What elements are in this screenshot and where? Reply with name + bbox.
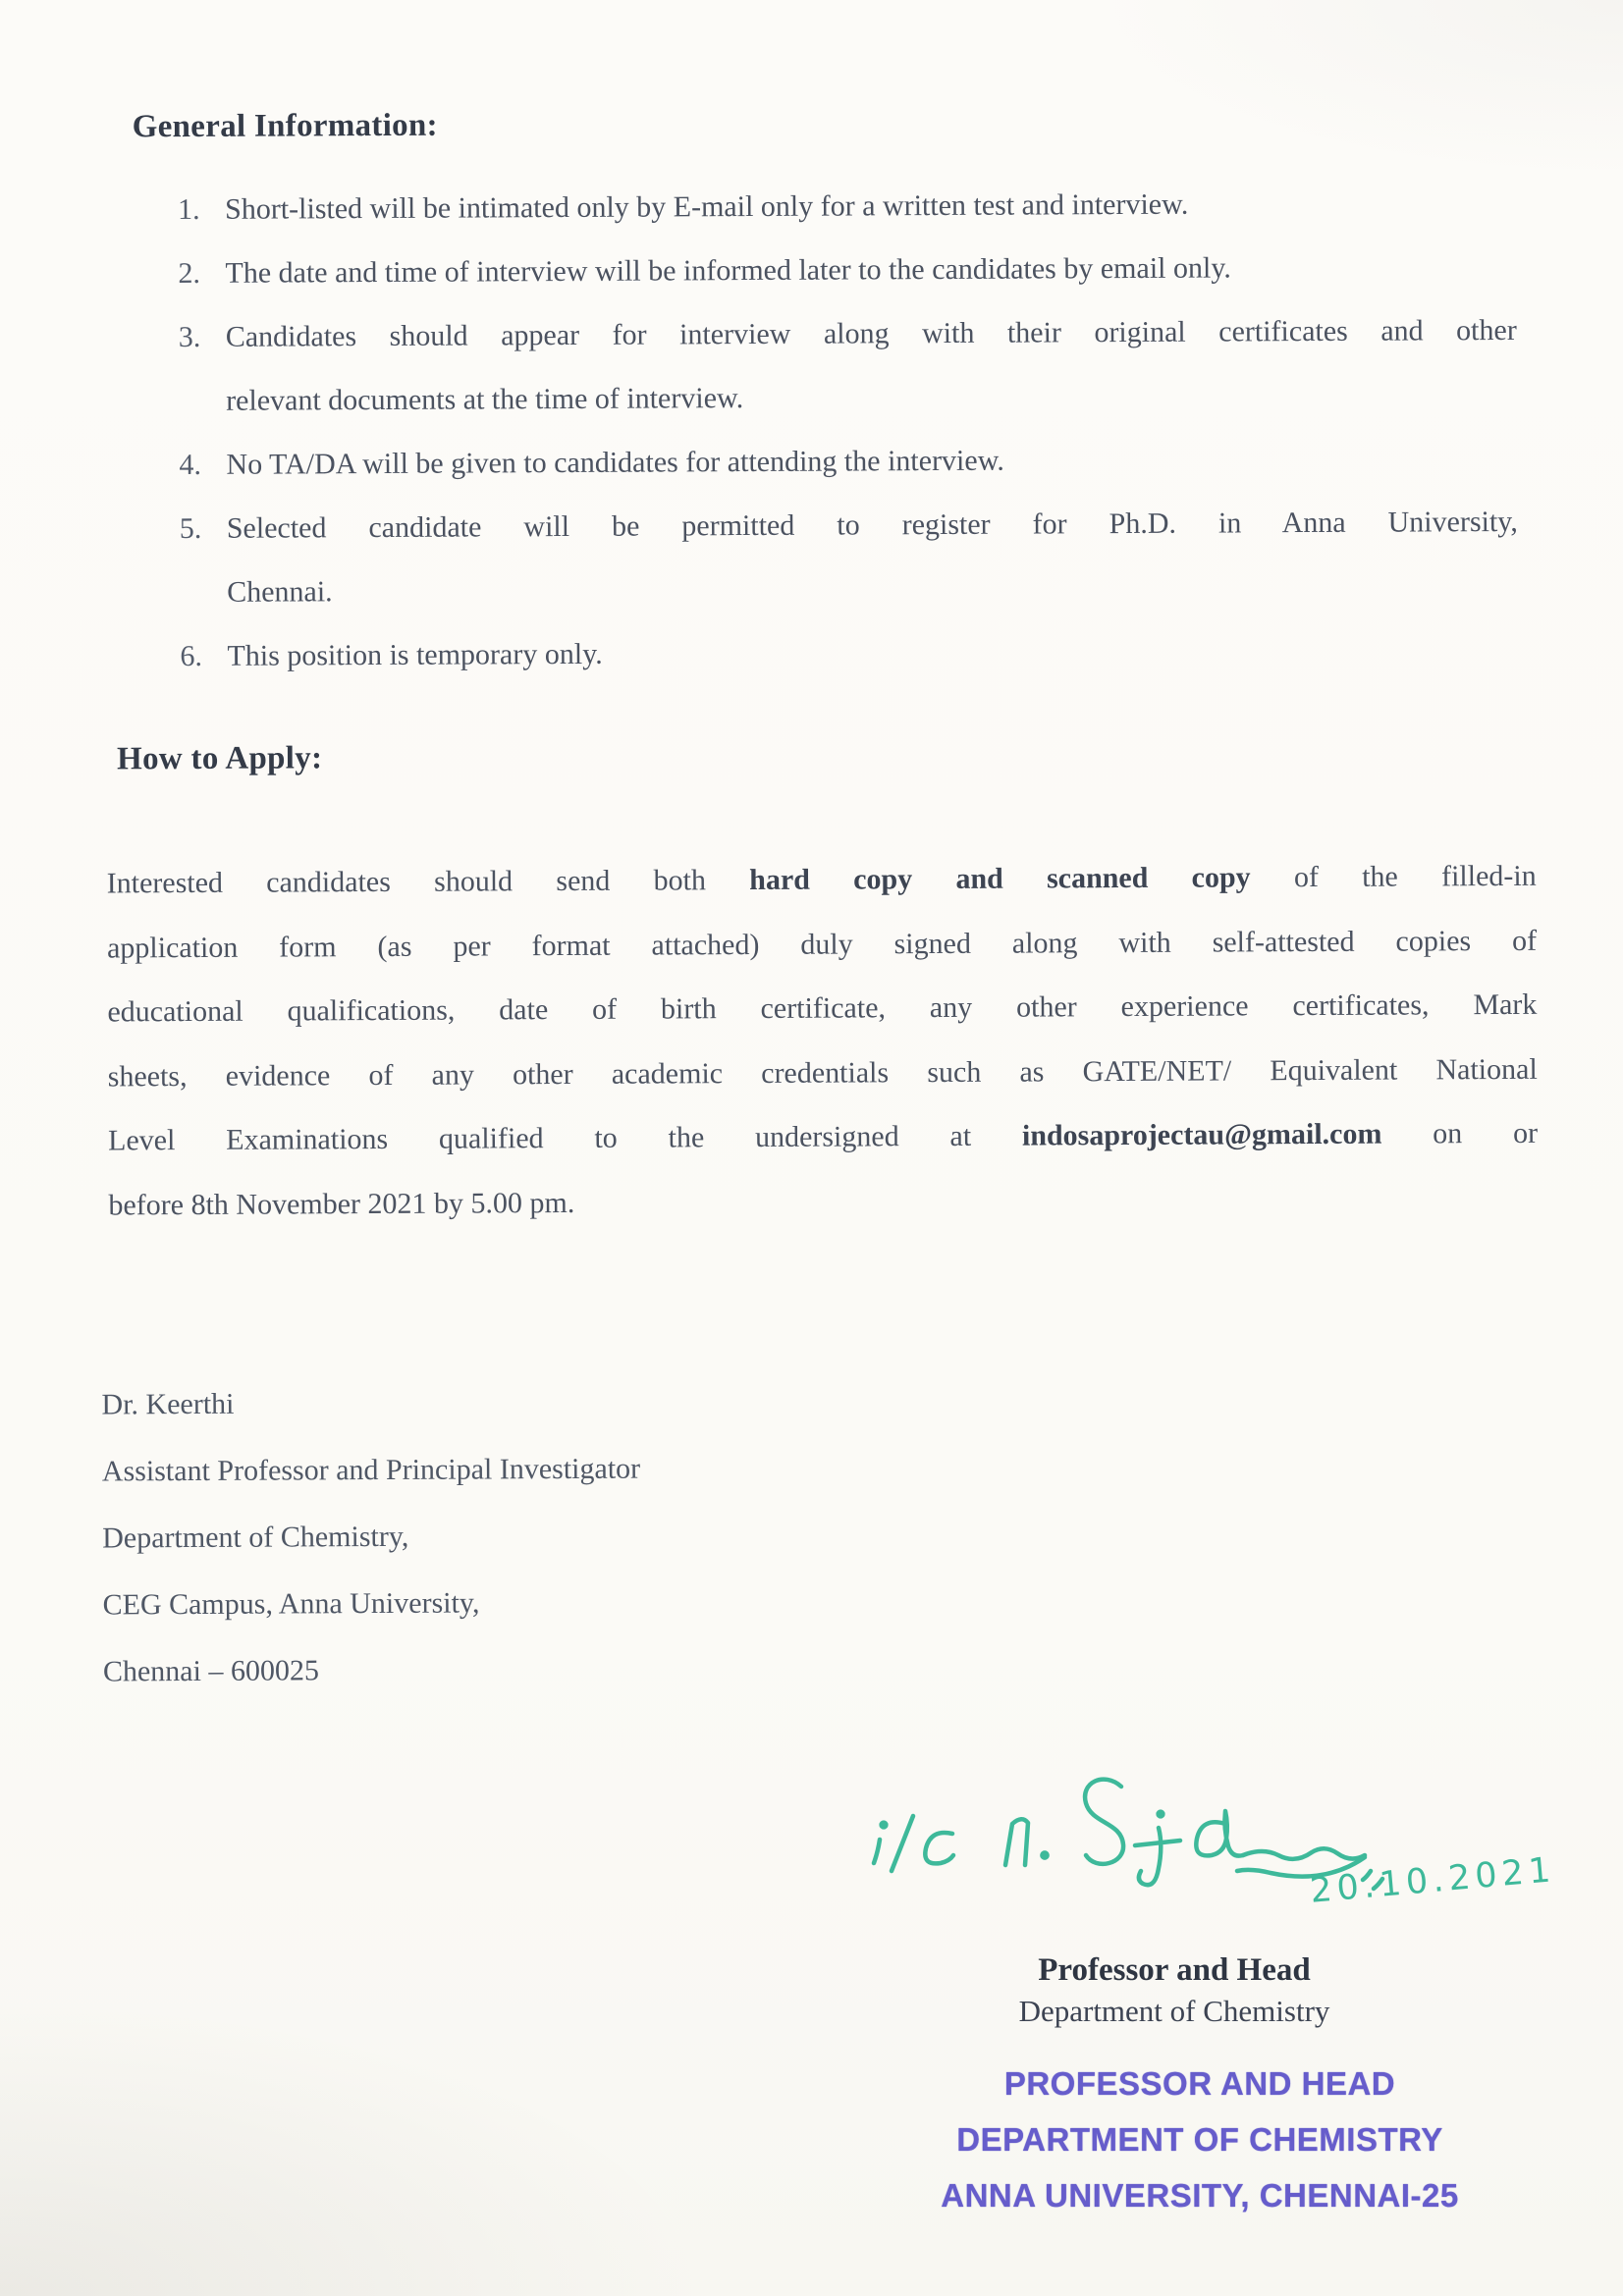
paragraph-line	[107, 908, 1537, 980]
list-item-text	[225, 235, 1516, 305]
general-information-heading: General Information:	[132, 107, 438, 145]
how-to-apply-heading: How to Apply:	[116, 740, 323, 777]
list-item-line: This position is temporary only.	[227, 637, 603, 672]
list-item	[178, 171, 1516, 241]
paragraph-line	[107, 973, 1537, 1044]
general-information-list	[178, 171, 1519, 688]
stamp-line: DEPARTMENT OF CHEMISTRY	[956, 2121, 1443, 2158]
list-item-line: The date and time of interview will be informed later to the candidates by email only.	[225, 251, 1231, 290]
paragraph-line	[107, 844, 1537, 916]
list-item-line: Candidates should appear for interview along with their original certificates and other	[225, 313, 1517, 353]
list-item-text	[226, 426, 1517, 497]
paragraph-line	[108, 1101, 1538, 1173]
list-item-line: Short-listed will be intimated only by E-mail only for a written test and interview.	[225, 187, 1189, 226]
list-item-number: 5.	[179, 511, 202, 546]
text-run: educational qualifications, date of birth certificate, any other experience certificates, Mark	[107, 988, 1538, 1029]
text-run: before 8th November 2021 by 5.00 pm.	[108, 1186, 575, 1221]
contact-block	[101, 1369, 641, 1706]
list-item-text	[227, 617, 1518, 688]
list-item	[180, 490, 1519, 624]
list-item	[179, 298, 1518, 433]
signatory-block	[978, 1949, 1371, 2032]
list-item	[180, 617, 1518, 688]
list-item-number: 1.	[178, 192, 200, 227]
contact-line: Department of Chemistry,	[102, 1520, 409, 1555]
list-item-number: 6.	[180, 639, 203, 673]
contact-line: Assistant Professor and Principal Investigator	[101, 1452, 641, 1488]
list-item-line: relevant documents at the time of interview.	[226, 382, 744, 417]
stamp-line: PROFESSOR AND HEAD	[1003, 2065, 1396, 2102]
list-item-line: Selected candidate will be permitted to register for Ph.D. in Anna University,	[226, 505, 1518, 545]
text-run: Level Examinations qualified to the undersigned at	[107, 1119, 1023, 1157]
text-run: Interested candidates should send both	[106, 864, 750, 900]
list-item-number: 3.	[178, 320, 201, 354]
stamp-line: ANNA UNIVERSITY, CHENNAI-25	[941, 2177, 1459, 2214]
text-run: sheets, evidence of any other academic credentials such as GATE/NET/ Equivalent National	[107, 1052, 1538, 1093]
list-item-text	[225, 171, 1516, 241]
office-stamp	[935, 2056, 1465, 2223]
handwritten-signature-icon	[858, 1769, 1457, 1936]
list-item-number: 2.	[178, 256, 201, 291]
text-run: of the filled-in	[1250, 859, 1537, 894]
email-address[interactable]: indosaprojectau@gmail.com	[1021, 1117, 1382, 1152]
text-run: application form (as per format attached) duly signed along with self-attested copies of	[106, 924, 1538, 964]
contact-line: CEG Campus, Anna University,	[102, 1586, 480, 1622]
signature-date: 20.10.2021	[1308, 1850, 1557, 1911]
signatory-title: Professor and Head	[1038, 1952, 1311, 1988]
list-item	[178, 235, 1516, 305]
list-item-text	[226, 298, 1518, 433]
list-item-text	[227, 490, 1519, 624]
text-run: hard copy and scanned copy	[749, 861, 1251, 897]
list-item-line: No TA/DA will be given to candidates for attending the interview.	[226, 444, 1004, 481]
paragraph-line	[108, 1165, 1538, 1237]
apply-paragraph	[107, 844, 1539, 1238]
text-run: on or	[1381, 1116, 1539, 1150]
signatory-department: Department of Chemistry	[1018, 1994, 1330, 2028]
contact-line: Dr. Keerthi	[101, 1387, 235, 1421]
contact-line: Chennai – 600025	[102, 1654, 319, 1688]
list-item-line: Chennai.	[227, 575, 333, 609]
list-item	[179, 426, 1517, 497]
paragraph-line	[108, 1037, 1538, 1108]
list-item-number: 4.	[179, 448, 202, 482]
